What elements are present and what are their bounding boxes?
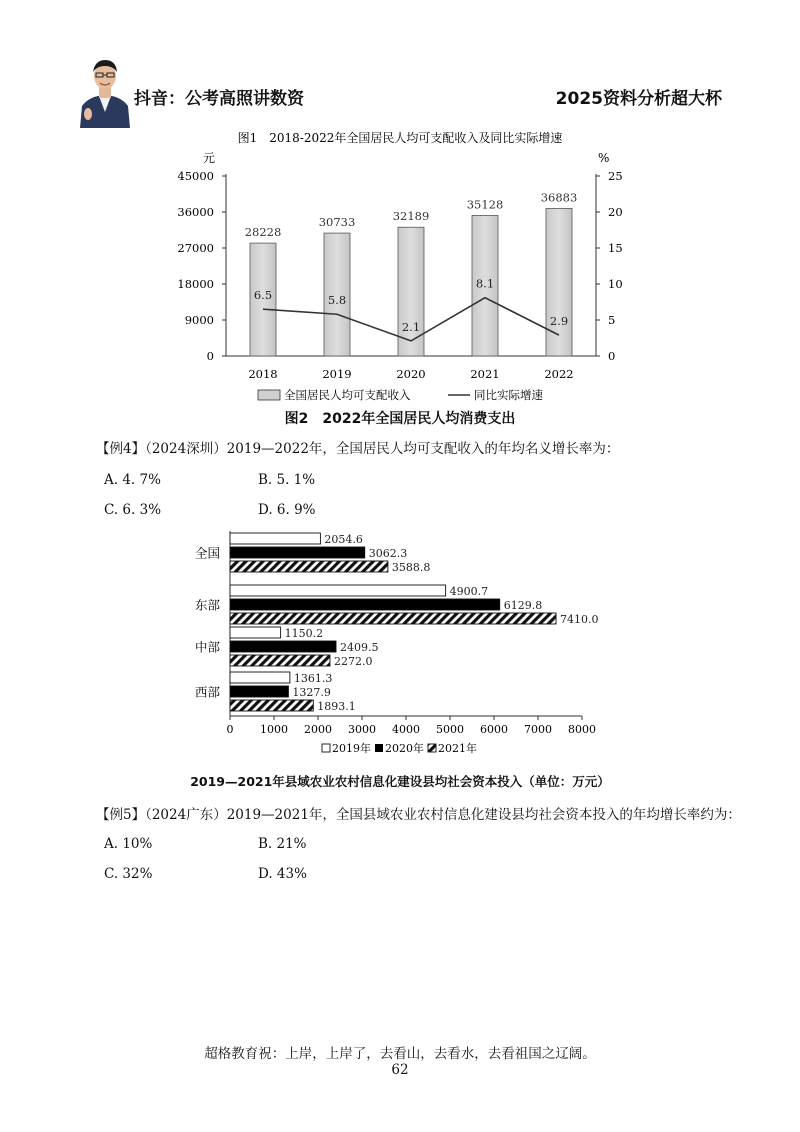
right-axis-unit: % [598, 151, 610, 165]
income-value-label: 28228 [244, 225, 282, 240]
region-label: 中部 [194, 639, 220, 655]
income-value-label: 35128 [466, 197, 504, 212]
legend-bar-swatch [258, 390, 280, 400]
investment-bar [230, 547, 365, 558]
legend-line-label: 同比实际增速 [474, 388, 543, 402]
value-tick-label: 1000 [260, 723, 288, 736]
example4-option-a: A. 4. 7% [104, 472, 161, 488]
investment-value-label: 1327.9 [292, 686, 331, 699]
right-tick-label: 25 [608, 169, 623, 183]
growth-rate-label: 8.1 [475, 276, 495, 291]
right-tick-label: 5 [608, 313, 616, 327]
investment-bar [230, 641, 336, 652]
growth-rate-label: 2.1 [401, 319, 421, 334]
investment-value-label: 3062.3 [368, 547, 408, 560]
right-tick-label: 10 [608, 277, 623, 291]
example4-option-d: D. 6. 9% [258, 502, 316, 518]
left-tick-label: 0 [206, 349, 214, 363]
left-tick-label: 36000 [177, 205, 214, 219]
growth-rate-label: 5.8 [327, 293, 347, 308]
value-tick-label: 3000 [348, 723, 376, 736]
income-value-label: 32189 [392, 209, 430, 224]
income-value-label: 30733 [318, 215, 356, 230]
region-labels [195, 546, 221, 700]
investment-value-label: 4900.7 [449, 585, 489, 598]
example5-question: 【例5】（2024广东）2019—2021年，全国县域农业农村信息化建设县均社会资本投入的年均增长率约为： [96, 807, 741, 823]
figure1-caption: 图1 2018-2022年全国居民人均可支配收入及同比实际增速 [237, 131, 563, 145]
example5-option-a: A. 10% [104, 836, 153, 852]
investment-value-label: 1361.3 [293, 672, 333, 685]
year-tick-label: 2019 [322, 367, 352, 381]
left-tick-label: 45000 [177, 169, 214, 183]
right-tick-label: 15 [608, 241, 623, 255]
investment-value-label: 6129.8 [503, 599, 543, 612]
left-tick-label: 9000 [184, 313, 214, 327]
left-axis-unit: 元 [203, 151, 216, 165]
author-avatar [78, 54, 132, 128]
investment-value-label: 1150.2 [284, 627, 324, 640]
year-tick-label: 2018 [248, 367, 278, 381]
growth-rate-label: 6.5 [253, 288, 273, 303]
legend-2020-label: 2020年 [385, 742, 424, 755]
example5-option-b: B. 21% [258, 836, 307, 852]
header-right-title: 2025资料分析超大杯 [555, 89, 722, 109]
figure1-chart [0, 125, 800, 430]
value-tick-label: 5000 [436, 723, 464, 736]
year-tick-label: 2022 [544, 367, 574, 381]
left-tick-label: 18000 [177, 277, 214, 291]
figure3-caption: 2019—2021年县域农业农村信息化建设县均社会资本投入（单位：万元） [190, 774, 610, 789]
investment-bar [230, 561, 388, 572]
legend-bar-label: 全国居民人均可支配收入 [284, 388, 411, 402]
year-tick-label: 2020 [396, 367, 426, 381]
region-label: 东部 [194, 597, 220, 613]
investment-value-label: 2409.5 [340, 641, 379, 654]
investment-value-label: 1893.1 [317, 700, 356, 713]
header-left-title: 抖音：公考高照讲数资 [134, 89, 304, 109]
income-bar [398, 227, 424, 356]
year-tick-label: 2021 [470, 367, 500, 381]
example5-option-d: D. 43% [258, 866, 307, 882]
example4-question: 【例4】（2024深圳）2019—2022年，全国居民人均可支配收入的年均名义增长率为： [96, 441, 620, 457]
investment-value-label: 3588.8 [391, 561, 431, 574]
investment-bar [230, 672, 290, 683]
income-bar [546, 208, 572, 356]
footer-slogan: 超格教育祝：上岸，上岸了，去看山，去看水，去看祖国之辽阔。 [204, 1046, 596, 1062]
right-tick-labels [596, 169, 623, 363]
value-tick-label: 6000 [480, 723, 508, 736]
investment-bar [230, 613, 556, 624]
example5-option-c: C. 32% [104, 866, 153, 882]
legend-2021-swatch [428, 744, 436, 752]
investment-bar [230, 627, 281, 638]
figure2-caption: 图2 2022年全国居民人均消费支出 [284, 411, 516, 427]
legend-2019-swatch [322, 744, 330, 752]
investment-value-label: 2272.0 [333, 655, 373, 668]
right-tick-label: 20 [608, 205, 623, 219]
region-label: 全国 [194, 545, 220, 561]
value-tick-label: 4000 [392, 723, 420, 736]
page-number: 62 [391, 1062, 409, 1078]
investment-bar [230, 686, 288, 697]
left-tick-labels [177, 169, 226, 363]
value-tick-label: 7000 [524, 723, 552, 736]
region-label: 西部 [194, 684, 220, 700]
investment-bar [230, 700, 313, 711]
investment-value-label: 7410.0 [560, 613, 599, 626]
left-tick-label: 27000 [177, 241, 214, 255]
figure3-chart [0, 525, 800, 795]
legend-2020-swatch [375, 744, 383, 752]
example4-option-c: C. 6. 3% [104, 502, 162, 518]
year-tick-labels [248, 367, 573, 381]
value-tick-label: 8000 [568, 723, 596, 736]
example4-option-b: B. 5. 1% [258, 472, 316, 488]
investment-bar [230, 533, 320, 544]
income-value-label: 36883 [540, 190, 578, 205]
investment-bar [230, 655, 330, 666]
legend-2021-label: 2021年 [438, 742, 477, 755]
growth-rate-label: 2.9 [549, 314, 569, 329]
value-tick-label: 0 [226, 723, 234, 736]
right-tick-label: 0 [608, 349, 616, 363]
value-tick-labels [227, 716, 597, 736]
legend-2019-label: 2019年 [332, 742, 371, 755]
investment-value-label: 2054.6 [324, 533, 363, 546]
investment-bar [230, 585, 446, 596]
investment-bar [230, 599, 500, 610]
value-tick-label: 2000 [304, 723, 332, 736]
